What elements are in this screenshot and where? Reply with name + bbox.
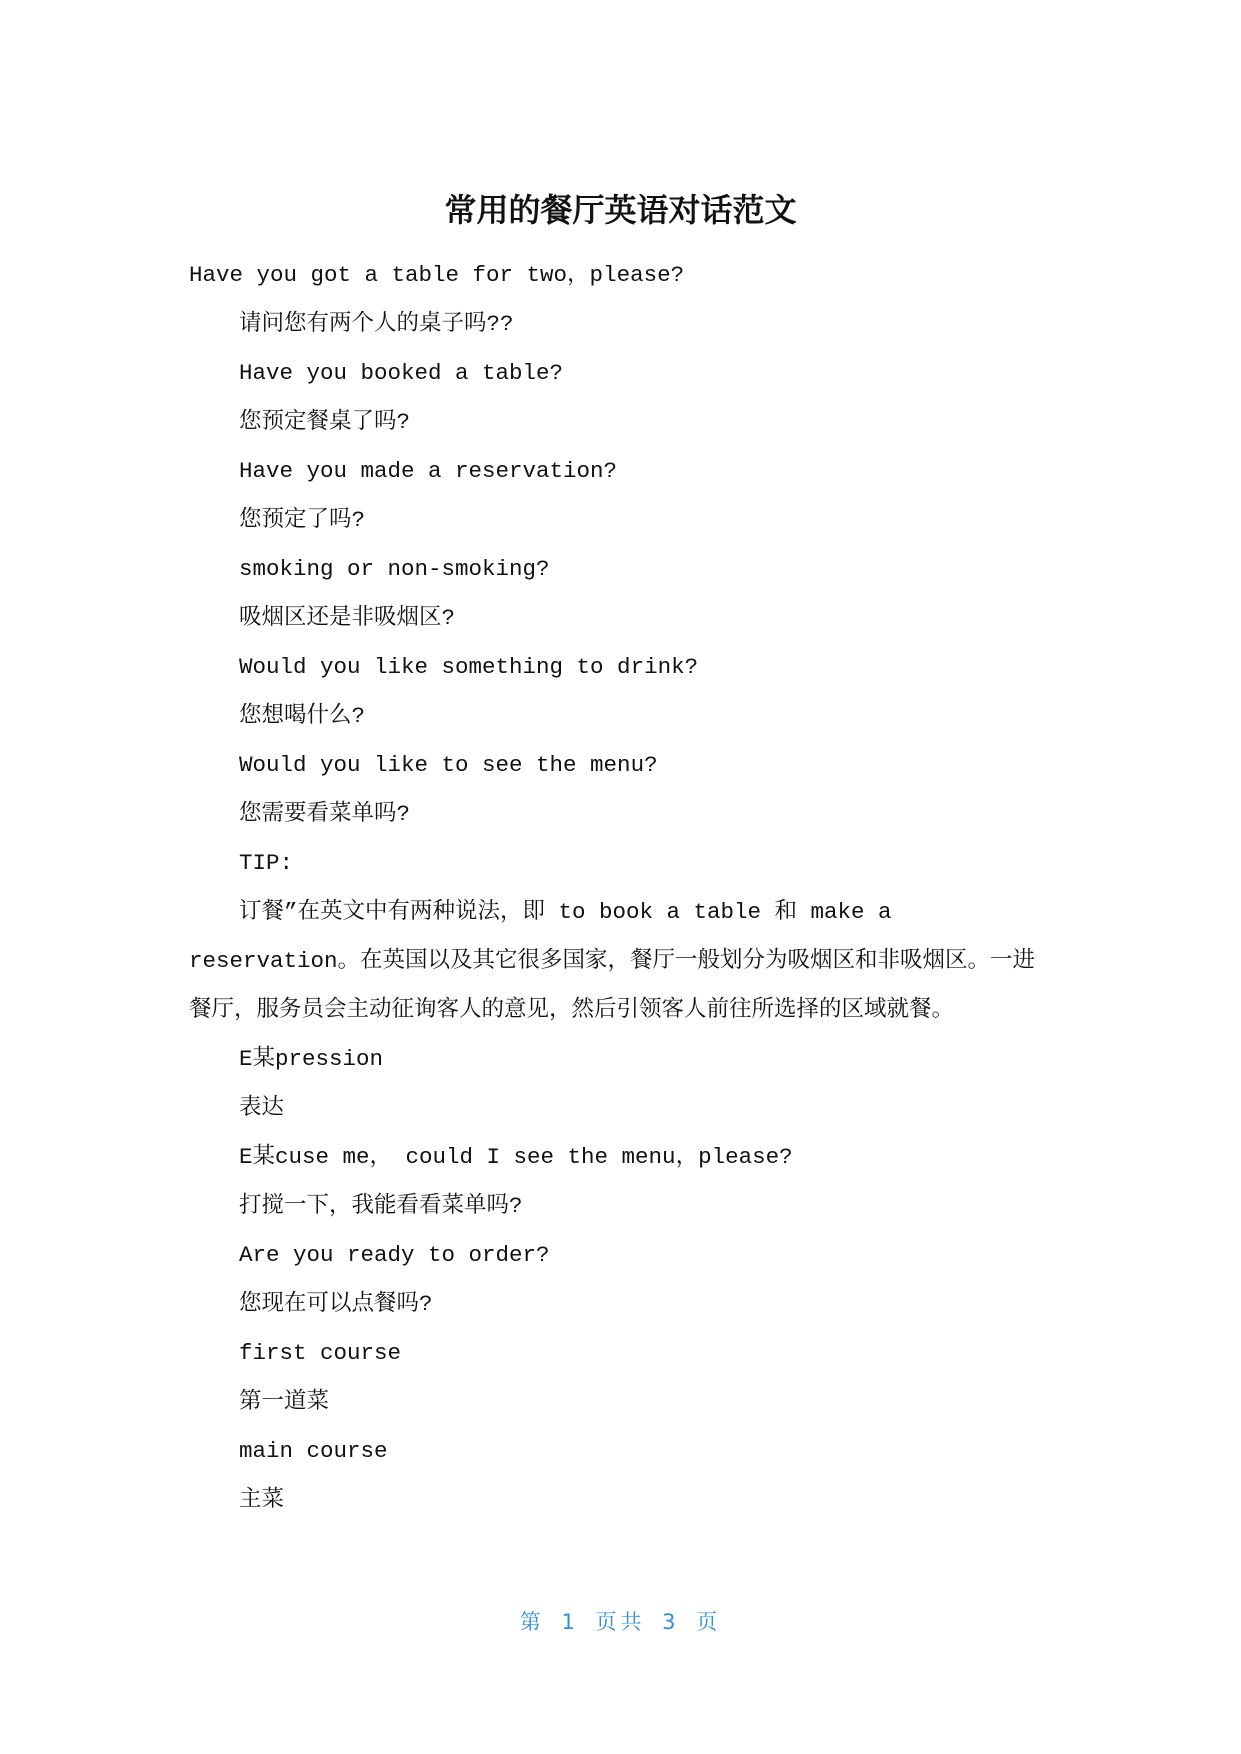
- text-line: 您预定餐桌了吗?: [239, 409, 411, 435]
- text-line: Are you ready to order?: [239, 1242, 550, 1268]
- page-number-footer: 第 1 页共 3 页: [519, 1610, 722, 1634]
- text-line: 吸烟区还是非吸烟区?: [239, 605, 456, 631]
- text-line: 打搅一下，我能看看菜单吗?: [239, 1193, 523, 1219]
- text-line: TIP:: [239, 850, 294, 876]
- tip-paragraph: 订餐”在英文中有两种说法，即 to book a table 和 make a reservation。在英国以及其它很多国家，餐厅一般划分为吸烟区和非吸烟区。一进餐厅，服务员会主动征询客人的意见，然后引领客人前往所选择的区域就餐。: [189, 899, 1036, 1023]
- text-line: 表达: [239, 1095, 285, 1121]
- text-line: E某pression: [239, 1046, 384, 1072]
- text-line: Would you like to see the menu?: [239, 752, 658, 778]
- document-title: 常用的餐厅英语对话范文: [444, 191, 797, 229]
- text-line: Have you made a reservation?: [239, 458, 618, 484]
- text-line: E某cuse me， could I see the menu，please?: [239, 1144, 793, 1170]
- text-line: 您想喝什么?: [239, 703, 366, 729]
- text-line: 您现在可以点餐吗?: [239, 1291, 433, 1317]
- text-line: main course: [239, 1438, 388, 1464]
- text-line: 您预定了吗?: [239, 507, 366, 533]
- text-line: 请问您有两个人的桌子吗??: [239, 311, 514, 337]
- text-line: Have you got a table for two，please?: [189, 262, 685, 288]
- text-line: Have you booked a table?: [239, 360, 564, 386]
- text-line: 主菜: [239, 1487, 285, 1513]
- text-line: first course: [239, 1340, 402, 1366]
- text-line: 第一道菜: [239, 1389, 330, 1415]
- text-line: smoking or non-smoking?: [239, 556, 550, 582]
- document-body: [189, 251, 1049, 1525]
- text-line: Would you like something to drink?: [239, 654, 699, 680]
- text-line: 您需要看菜单吗?: [239, 801, 411, 827]
